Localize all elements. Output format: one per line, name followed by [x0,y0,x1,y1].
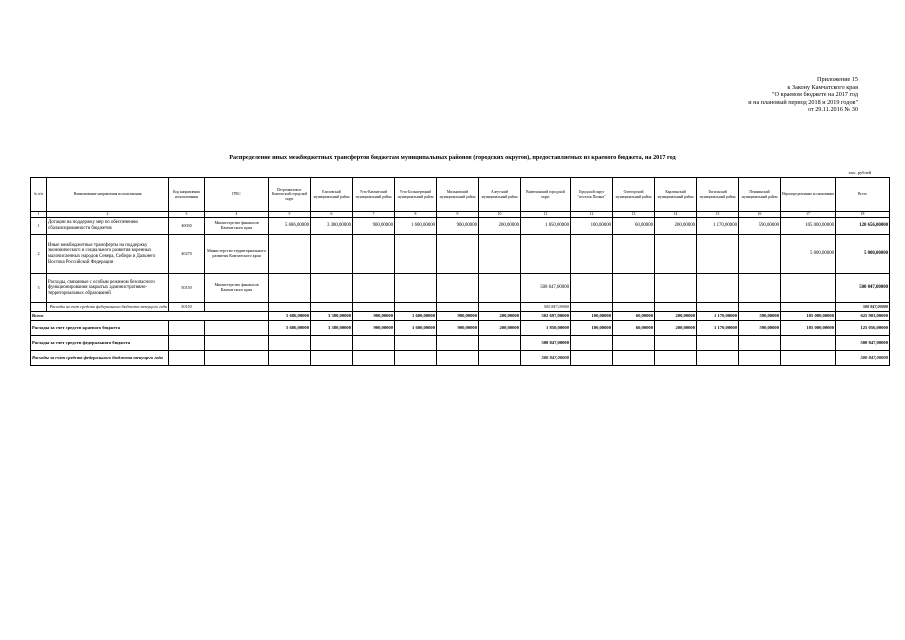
table-cell: 1 600,00000 [395,321,437,336]
table-cell: 3 380,00000 [311,321,353,336]
table-cell [479,351,521,366]
table-cell [739,351,781,366]
column-number: 5 [269,212,311,218]
table-cell: 60,00000 [613,321,655,336]
row-number: 3 [31,274,47,303]
table-cell: 200,00000 [655,312,697,321]
column-number: 2 [47,212,169,218]
table-cell [395,303,437,312]
row-total: 500 847,00000 [836,351,890,366]
table-cell [571,351,613,366]
table-cell [655,274,697,303]
table-row [31,218,890,235]
table-cell [269,351,311,366]
row-total: 500 847,00000 [836,303,890,312]
column-number: 1 [31,212,47,218]
table-cell [613,235,655,274]
column-header: № п/п [31,178,47,212]
table-cell [739,336,781,351]
table-cell [655,351,697,366]
column-header: Карагинский муниципальный район [655,178,697,212]
table-cell [269,274,311,303]
table-cell: 900,00000 [353,218,395,235]
column-header: Мильковский муниципальный район [437,178,479,212]
total-label: Всего [31,312,269,321]
row-code: 40270 [169,235,205,274]
distribution-table [30,177,890,366]
table-cell [395,351,437,366]
column-header: Усть-Камчатский муниципальный район [353,178,395,212]
table-cell: 500 847,00000 [521,303,571,312]
table-cell: 1 170,00000 [697,312,739,321]
table-cell: 100,00000 [571,218,613,235]
header-line: "О краевом бюджете на 2017 год [772,91,858,99]
row-code: 50150 [169,303,205,312]
table-cell [269,235,311,274]
table-cell: 900,00000 [437,312,479,321]
table-cell: 200,00000 [655,218,697,235]
table-cell [311,336,353,351]
table-cell: 1 600,00000 [395,218,437,235]
table-cell: 200,00000 [479,321,521,336]
table-cell: 900,00000 [437,218,479,235]
column-number: 11 [521,212,571,218]
table-cell [479,336,521,351]
table-cell [739,303,781,312]
row-number: 1 [31,218,47,235]
table-cell: 200,00000 [479,218,521,235]
row-total: 125 056,00000 [836,321,890,336]
column-header: Городской округ "поселок Палана" [571,178,613,212]
table-cell [571,336,613,351]
column-number: 10 [479,212,521,218]
table-cell: 500 847,00000 [521,336,571,351]
document-title: Распределение иных межбюджетных трансфертов бюджетам муниципальных районов (городских округов), предоставляемых из краевого бюджета, на 2017 год [229,154,676,161]
column-number: 8 [395,212,437,218]
table-cell [521,235,571,274]
table-cell [697,303,739,312]
column-header: ГРБС [205,178,269,212]
table-row [31,274,890,303]
column-header: Олюторский муниципальный район [613,178,655,212]
table-cell [169,351,205,366]
row-number: 2 [31,235,47,274]
column-number: 16 [739,212,781,218]
table-cell [269,303,311,312]
table-cell [437,274,479,303]
table-cell [353,336,395,351]
table-cell: 500 847,00000 [521,274,571,303]
table-cell [479,303,521,312]
table-cell [169,321,205,336]
table-cell [655,235,697,274]
row-name: Дотации на поддержку мер по обеспечению сбалансированности бюджетов [47,218,169,235]
row-name: Иные межбюджетные трансферты на поддержку экономического и социального развития коренных малочисленных народов Севера, Сибири и Дальнего Востока Российской Федерации [47,235,169,274]
column-number: 12 [571,212,613,218]
row-total: 500 847,00000 [836,274,890,303]
column-header: Алеутский муниципальный район [479,178,521,212]
table-cell [655,336,697,351]
table-cell: 900,00000 [353,312,395,321]
table-cell: 590,00000 [739,312,781,321]
table-cell [353,235,395,274]
column-header: Елизовский муниципальный район [311,178,353,212]
summary-label: Расходы за счет средств федерального бюджета [31,336,169,351]
table-cell: 3 380,00000 [311,312,353,321]
column-number: 7 [353,212,395,218]
table-cell: 100,00000 [571,321,613,336]
column-header: Тигильский муниципальный район [697,178,739,212]
table-cell: 5 686,00000 [269,312,311,321]
header-line: Приложение 15 [817,76,858,83]
column-number: 14 [655,212,697,218]
column-header: Наименование направления использования [47,178,169,212]
table-cell [437,303,479,312]
column-header: Усть-Большерецкий муниципальный район [395,178,437,212]
table-cell [437,235,479,274]
table-cell [571,274,613,303]
summary-label: Расходы за счет средств краевого бюджета [31,321,169,336]
table-cell [739,274,781,303]
table-cell [697,336,739,351]
table-cell [655,303,697,312]
table-cell [571,235,613,274]
table-cell: 5 686,00000 [269,321,311,336]
column-header: Вилючинский городской округ [521,178,571,212]
table-cell [781,336,836,351]
table-cell [205,336,269,351]
table-cell [311,274,353,303]
table-cell: 3 380,00000 [311,218,353,235]
table-cell [169,336,205,351]
table-cell [613,336,655,351]
column-number: 15 [697,212,739,218]
table-cell: 60,00000 [613,312,655,321]
table-cell [311,235,353,274]
column-number: 9 [437,212,479,218]
table-cell [205,351,269,366]
table-cell: 590,00000 [739,321,781,336]
summary-label: Расходы за счет средств федерального бюджета текущего года [31,351,169,366]
table-cell [311,303,353,312]
table-cell: 105 000,00000 [781,218,836,235]
header-line: к Закону Камчатского края [787,83,858,91]
table-header-row [31,178,890,212]
table-cell [613,351,655,366]
column-number: 17 [781,212,836,218]
table-cell: 900,00000 [437,321,479,336]
row-total: 500 847,00000 [836,336,890,351]
column-header: Петропавловск-Камчатский городской округ [269,178,311,212]
table-cell [697,235,739,274]
appendix-header [748,76,858,114]
table-cell: 60,00000 [613,218,655,235]
column-number: 18 [836,212,890,218]
summary-row [31,336,890,351]
row-grbs: Министерство финансов Камчатского края [205,274,269,303]
table-cell [311,351,353,366]
table-cell [395,274,437,303]
table-cell [353,274,395,303]
header-line: и на плановый период 2018 и 2019 годов" [748,98,858,106]
column-header: Пенжинский муниципальный район [739,178,781,212]
row-total: 625 903,00000 [836,312,890,321]
row-grbs: Министерство территориального развития Камчатского края [205,235,269,274]
table-cell: 590,00000 [739,218,781,235]
units-label: тыс. рублей [848,170,871,175]
row-total: 5 000,00000 [836,235,890,274]
row-total: 120 656,00000 [836,218,890,235]
column-header: Всего [836,178,890,212]
table-cell: 200,00000 [655,321,697,336]
table-cell: 500 847,00000 [521,351,571,366]
row-code: 40030 [169,218,205,235]
summary-row [31,351,890,366]
table-cell: 1 850,00000 [521,218,571,235]
table-cell [613,274,655,303]
table-cell: 1 850,00000 [521,321,571,336]
table-cell: 1 600,00000 [395,312,437,321]
table-cell: 1 170,00000 [697,321,739,336]
table-cell [395,235,437,274]
table-subrow [31,303,890,312]
table-cell [437,351,479,366]
column-number: 4 [205,212,269,218]
table-cell [205,321,269,336]
column-number: 13 [613,212,655,218]
table-cell: 105 000,00000 [781,312,836,321]
table-row [31,235,890,274]
table-cell [479,235,521,274]
table-cell [571,303,613,312]
table-cell [437,336,479,351]
table-cell [697,351,739,366]
table-cell: 502 697,00000 [521,312,571,321]
column-number: 6 [311,212,353,218]
row-name: Расходы, связанные с особым режимом безопасного функционирования закрытых административно-территориальных образований [47,274,169,303]
table-cell [269,336,311,351]
row-name: Расходы за счет средств федерального бюджета текущего года [47,303,169,312]
table-cell [395,336,437,351]
table-cell: 5 686,00000 [269,218,311,235]
summary-row [31,321,890,336]
column-header: Код направления использования [169,178,205,212]
row-code: 50150 [169,274,205,303]
table-cell: 1 170,00000 [697,218,739,235]
table-cell: 200,00000 [479,312,521,321]
table-cell [205,303,269,312]
table-cell [781,351,836,366]
table-cell [479,274,521,303]
table-cell: 105 000,00000 [781,321,836,336]
table-cell: 100,00000 [571,312,613,321]
row-grbs: Министерство финансов Камчатского края [205,218,269,235]
table-cell: 900,00000 [353,321,395,336]
column-number: 3 [169,212,205,218]
table-cell [697,274,739,303]
table-cell [739,235,781,274]
table-cell [353,351,395,366]
table-cell: 5 000,00000 [781,235,836,274]
table-cell [781,303,836,312]
column-header: Нераспределенные ассигнования [781,178,836,212]
table-cell [781,274,836,303]
table-cell [613,303,655,312]
table-cell [353,303,395,312]
table-cell [31,303,47,312]
total-row [31,312,890,321]
header-line: от 29.11.2016 № 30 [807,106,858,114]
